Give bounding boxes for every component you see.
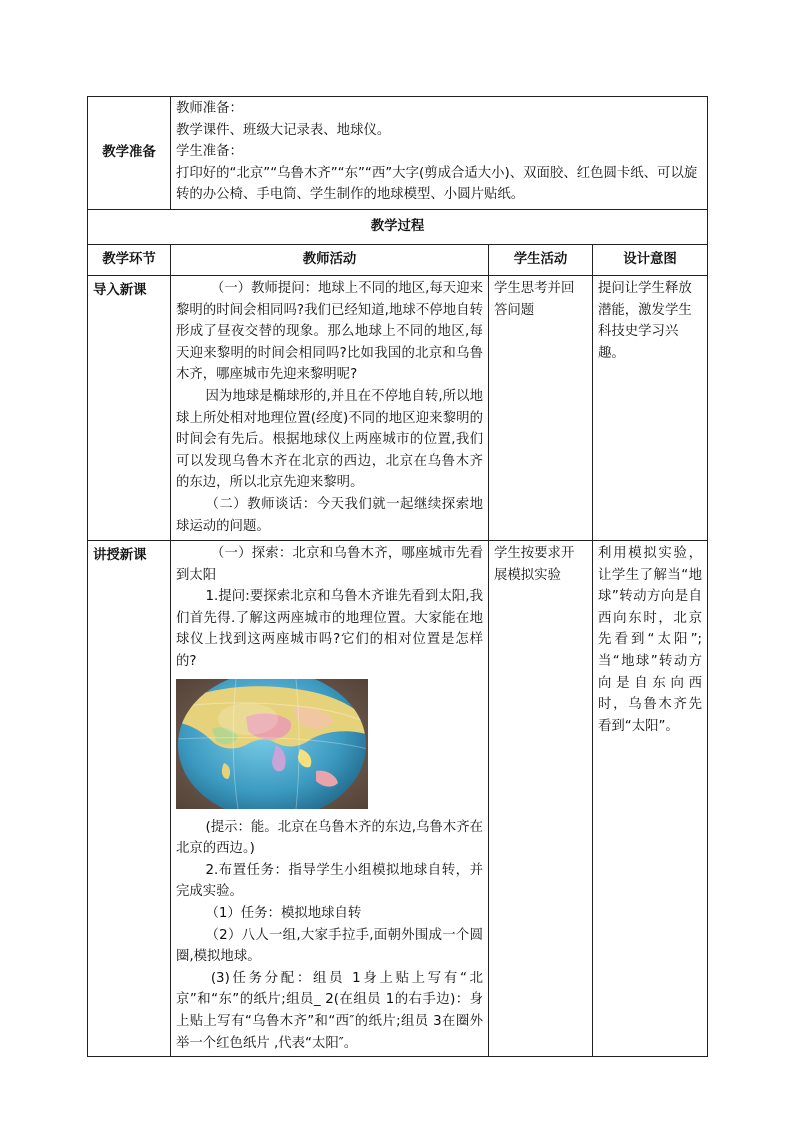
globe-photo — [176, 679, 368, 809]
intro-intent: 提问让学生释放潜能，激发学生科技史学习兴趣。 — [593, 275, 708, 540]
teacher-paragraph: 2.布置任务：指导学生小组模拟地球自转，并完成实验。 — [176, 862, 483, 900]
header-teacher: 教师活动 — [171, 244, 489, 275]
teacher-paragraph: (提示：能。北京在乌鲁木齐的东边,乌鲁木齐在北京的西边。) — [176, 819, 483, 857]
header-intent: 设计意图 — [593, 244, 708, 275]
prep-row — [88, 97, 708, 210]
intro-teacher — [171, 275, 489, 540]
teaching-intent: 利用模拟实验，让学生了解当“地球”转动方向是自西向东时，北京先看到“太阳”;当“地球”转动方向是自东向西时，乌鲁木齐先看到“太阳”。 — [593, 541, 708, 1057]
prep-line: 教师准备： — [176, 101, 243, 116]
prep-line: 打印好的“北京”“乌鲁木齐”“东”“西”大字(剪成合适大小)、双面胶、红色圆卡纸、可以旋转的办公椅、手电筒、学生制作的地球模型、小圆片贴纸。 — [176, 165, 698, 203]
process-title: 教学过程 — [88, 209, 708, 244]
teacher-paragraph: 1.提问:要探索北京和乌鲁木齐谁先看到太阳,我们首先得.了解这两座城市的地理位置。大家能在地球仪上找到这两座城市吗?它们的相对位置是怎样的? — [176, 589, 483, 670]
teaching-stage: 讲授新课 — [88, 541, 171, 1057]
header-student: 学生活动 — [489, 244, 593, 275]
teacher-paragraph: （一）教师提问：地球上不同的地区,每天迎来黎明的时间会相同吗?我们已经知道,地球不停地自转形成了昼夜交替的现象。那么地球上不同的地区,每天迎来黎明的时间会相同吗?比如我国的北京和乌鲁木齐，哪座城市先迎来黎明呢? — [176, 280, 483, 383]
header-stage: 教学环节 — [88, 244, 171, 275]
teacher-paragraph: （二）教师谈话：今天我们就一起继续探索地球运动的问题。 — [176, 496, 483, 534]
process-title-row — [88, 209, 708, 244]
teacher-paragraph: （一）探索：北京和乌鲁木齐，哪座城市先看到太阳 — [176, 546, 483, 583]
intro-student: 学生思考并回答问题 — [489, 275, 593, 540]
teacher-paragraph: （2）八人一组,大家手拉手,面朝外围成一个圆圈,模拟地球。 — [176, 927, 483, 965]
intro-row — [88, 275, 708, 540]
teaching-student: 学生按要求开展模拟实验 — [489, 541, 593, 1057]
teacher-paragraph: (3)任务分配：组员 1身上贴上写有“北京”和“东”的纸片;组员_ 2(在组员 1的右手边)：身上贴上写有“乌鲁木齐”和“西″的纸片;组员 3在圈外举一个红色纸片 ,代表“太阳″。 — [176, 970, 483, 1051]
prep-line: 教学课件、班级大记录表、地球仪。 — [176, 122, 391, 138]
prep-label: 教学准备 — [88, 97, 171, 210]
globe-icon — [176, 679, 368, 809]
teaching-row — [88, 541, 708, 1057]
prep-content — [171, 97, 708, 210]
lesson-plan-table — [87, 96, 708, 1057]
intro-stage: 导入新课 — [88, 275, 171, 540]
teaching-teacher — [171, 541, 489, 1057]
header-row — [88, 244, 708, 275]
prep-line: 学生准备： — [176, 144, 243, 160]
teacher-paragraph: （1）任务：模拟地球自转 — [205, 906, 362, 922]
teacher-paragraph: 因为地球是椭球形的,并且在不停地自转,所以地球上所处相对地理位置(经度)不同的地区迎来黎明的时间会有先后。根据地球仪上两座城市的位置,我们可以发现乌鲁木齐在北京的西边，北京在乌鲁木齐的东边，所以北京先迎来黎明。 — [176, 388, 483, 491]
